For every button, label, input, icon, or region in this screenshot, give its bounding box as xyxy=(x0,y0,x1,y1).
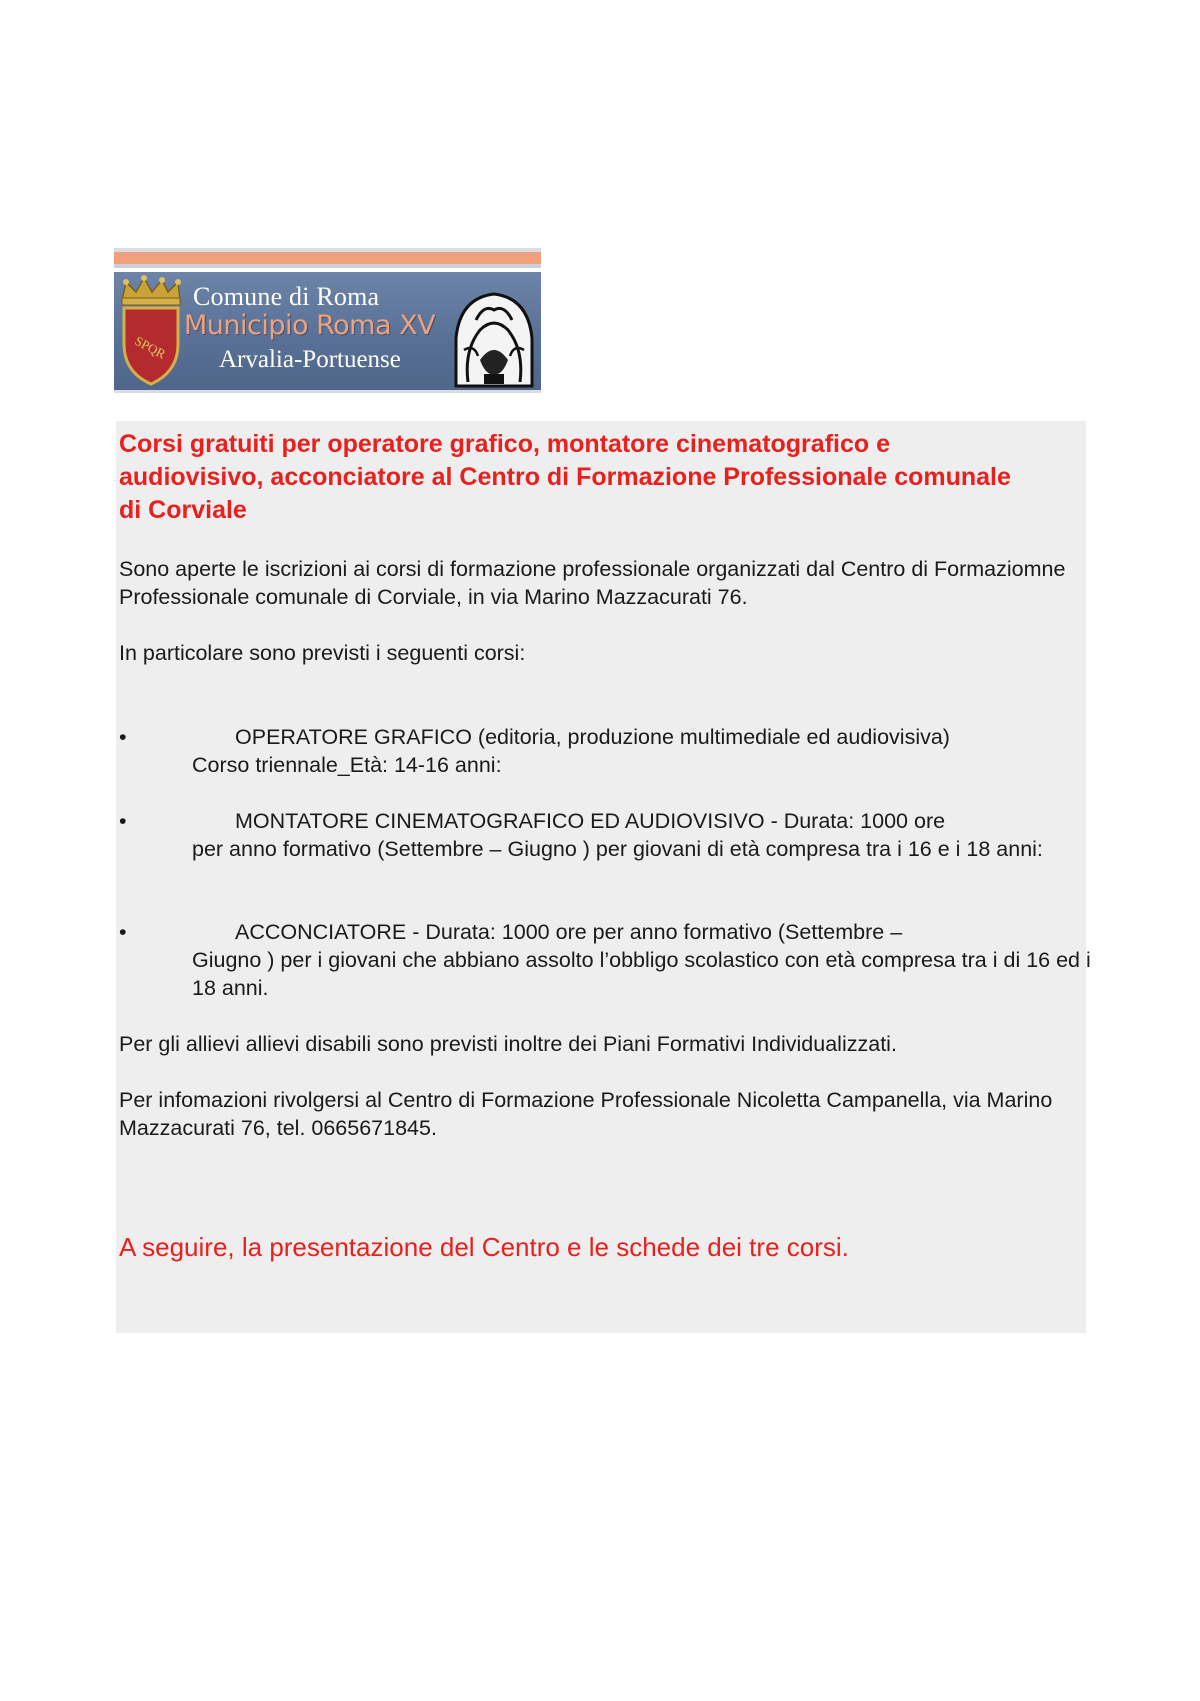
roma-crest-icon xyxy=(116,274,186,390)
banner-line-municipio: Municipio Roma XV xyxy=(184,310,436,341)
follow-up-note: A seguire, la presentazione del Centro e le schede dei tre corsi. xyxy=(119,1232,849,1262)
bullet-marker: • xyxy=(119,725,127,749)
banner-stripe xyxy=(114,390,541,393)
course-item-details: Corso triennale_Età: 14-16 anni: xyxy=(192,753,502,777)
municipio-emblem-icon xyxy=(450,290,538,390)
course-item-title: MONTATORE CINEMATOGRAFICO ED AUDIOVISIVO - Durata: 1000 ore xyxy=(235,809,946,833)
banner-accent-stripe xyxy=(114,252,541,264)
contact-info-paragraph: Per infomazioni rivolgersi al Centro di Formazione Professionale Nicoletta Campanella, via Marino Mazzacurati 76, tel. 0665671845. xyxy=(119,1088,1053,1140)
course-item-montatore xyxy=(192,807,1092,863)
banner-line-comune: Comune di Roma xyxy=(193,282,380,311)
banner-stripe xyxy=(114,264,541,268)
course-item-title: OPERATORE GRAFICO (editoria, produzione multimediale ed audiovisiva) xyxy=(235,725,950,749)
courses-intro-paragraph: In particolare sono previsti i seguenti corsi: xyxy=(119,641,526,665)
announcement-box xyxy=(116,421,1091,1333)
crest-spqr-text: SPQR xyxy=(132,333,169,362)
banner-line-arvalia: Arvalia-Portuense xyxy=(219,346,401,373)
course-item-title: ACCONCIATORE - Durata: 1000 ore per anno formativo (Settembre – xyxy=(235,920,903,944)
article-title: Corsi gratuiti per operatore grafico, montatore cinematografico e audiovisivo, acconciatore al Centro di Formazione Professionale comunale di Corviale xyxy=(119,430,1011,524)
bullet-marker: • xyxy=(119,920,127,944)
course-item-acconciatore xyxy=(192,918,1092,1002)
course-item-details: per anno formativo (Settembre – Giugno ) per giovani di età compresa tra i 16 e i 18 anni: xyxy=(192,837,1043,861)
disabled-students-paragraph: Per gli allievi allievi disabili sono previsti inoltre dei Piani Formativi Individualizzati. xyxy=(119,1032,897,1056)
intro-paragraph: Sono aperte le iscrizioni ai corsi di formazione professionale organizzati dal Centro di Formaziomne Professionale comunale di Corviale, in via Marino Mazzacurati 76. xyxy=(119,557,1066,609)
municipio-banner xyxy=(114,248,541,396)
course-item-operatore-grafico xyxy=(192,723,1092,779)
course-item-details: Giugno ) per i giovani che abbiano assolto l’obbligo scolastico con età compresa tra i di 16 ed i 18 anni. xyxy=(192,948,1091,1000)
bullet-marker: • xyxy=(119,809,127,833)
